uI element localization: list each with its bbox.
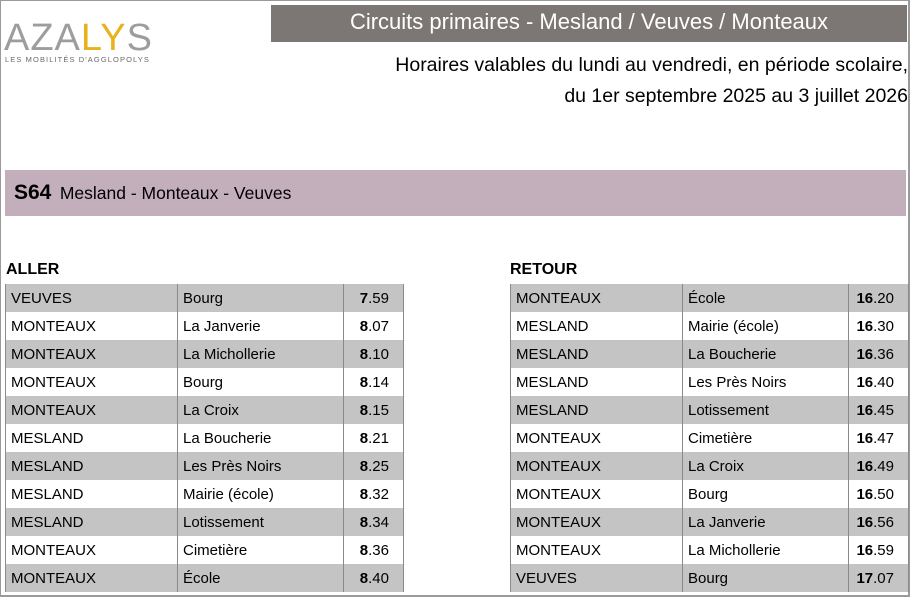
- table-row: [6, 480, 404, 508]
- time-cell: [344, 564, 404, 592]
- time-cell: [849, 424, 909, 452]
- page-title: Circuits primaires - Mesland / Veuves / Monteaux: [271, 5, 907, 42]
- time-hour: 8: [359, 485, 369, 503]
- table-row: [511, 536, 909, 564]
- commune-cell: MONTEAUX: [6, 564, 178, 592]
- time-minutes: .50: [873, 485, 894, 503]
- table-row: [511, 424, 909, 452]
- time-cell: [344, 452, 404, 480]
- time-minutes: .30: [873, 317, 894, 335]
- commune-cell: MONTEAUX: [511, 536, 683, 564]
- time-minutes: .36: [368, 541, 389, 559]
- retour-timetable: [510, 284, 909, 592]
- time-cell: [849, 508, 909, 536]
- stop-cell: La Boucherie: [683, 340, 849, 368]
- validity-line-1: Horaires valables du lundi au vendredi, en période scolaire,: [395, 54, 908, 76]
- validity-text: [395, 50, 908, 112]
- time-minutes: .10: [368, 345, 389, 363]
- commune-cell: MESLAND: [511, 312, 683, 340]
- time-minutes: .59: [368, 289, 389, 307]
- time-hour: 16: [856, 485, 874, 503]
- table-row: [6, 508, 404, 536]
- commune-cell: MONTEAUX: [511, 424, 683, 452]
- time-hour: 8: [359, 513, 369, 531]
- table-row: [6, 368, 404, 396]
- time-hour: 8: [359, 541, 369, 559]
- table-row: [511, 312, 909, 340]
- table-row: [6, 564, 404, 592]
- commune-cell: MONTEAUX: [6, 536, 178, 564]
- route-name: Mesland - Monteaux - Veuves: [59, 183, 292, 203]
- table-row: [511, 564, 909, 592]
- table-row: [6, 424, 404, 452]
- stop-cell: Mairie (école): [178, 480, 344, 508]
- table-row: [6, 536, 404, 564]
- time-minutes: .34: [368, 513, 389, 531]
- commune-cell: MESLAND: [6, 424, 178, 452]
- time-minutes: .07: [873, 569, 894, 587]
- stop-cell: École: [178, 564, 344, 592]
- stop-cell: Bourg: [178, 368, 344, 396]
- time-hour: 16: [856, 513, 874, 531]
- stop-cell: École: [683, 284, 849, 312]
- time-cell: [849, 312, 909, 340]
- stop-cell: Cimetière: [178, 536, 344, 564]
- time-cell: [344, 396, 404, 424]
- time-hour: 7: [359, 289, 369, 307]
- time-hour: 16: [856, 373, 874, 391]
- aller-timetable: [5, 284, 404, 592]
- stop-cell: La Michollerie: [178, 340, 344, 368]
- time-cell: [344, 368, 404, 396]
- table-row: [6, 284, 404, 312]
- time-minutes: .40: [873, 373, 894, 391]
- time-minutes: .56: [873, 513, 894, 531]
- time-hour: 8: [359, 373, 369, 391]
- stop-cell: Les Près Noirs: [178, 452, 344, 480]
- time-minutes: .40: [368, 569, 389, 587]
- commune-cell: MONTEAUX: [6, 312, 178, 340]
- logo-tagline: LES MOBILITÉS D'AGGLOPOLYS: [5, 55, 150, 64]
- commune-cell: MONTEAUX: [6, 368, 178, 396]
- stop-cell: Lotissement: [178, 508, 344, 536]
- table-row: [511, 396, 909, 424]
- time-hour: 16: [856, 317, 874, 335]
- time-cell: [344, 340, 404, 368]
- stop-cell: Mairie (école): [683, 312, 849, 340]
- aller-heading: ALLER: [6, 261, 60, 278]
- commune-cell: MONTEAUX: [6, 340, 178, 368]
- time-cell: [849, 284, 909, 312]
- time-hour: 8: [359, 569, 369, 587]
- table-row: [511, 508, 909, 536]
- stop-cell: La Janverie: [683, 508, 849, 536]
- table-row: [511, 284, 909, 312]
- time-hour: 16: [856, 429, 874, 447]
- stop-cell: La Janverie: [178, 312, 344, 340]
- time-cell: [849, 452, 909, 480]
- commune-cell: MONTEAUX: [511, 284, 683, 312]
- table-row: [511, 368, 909, 396]
- time-hour: 8: [359, 345, 369, 363]
- time-minutes: .59: [873, 541, 894, 559]
- time-cell: [849, 536, 909, 564]
- stop-cell: Lotissement: [683, 396, 849, 424]
- commune-cell: MESLAND: [511, 396, 683, 424]
- time-hour: 16: [856, 289, 874, 307]
- commune-cell: MONTEAUX: [511, 508, 683, 536]
- commune-cell: MESLAND: [6, 480, 178, 508]
- stop-cell: Les Près Noirs: [683, 368, 849, 396]
- time-cell: [344, 312, 404, 340]
- time-minutes: .45: [873, 401, 894, 419]
- time-hour: 16: [856, 345, 874, 363]
- time-minutes: .20: [873, 289, 894, 307]
- route-code: S64: [14, 181, 52, 204]
- stop-cell: Cimetière: [683, 424, 849, 452]
- time-hour: 8: [359, 429, 369, 447]
- commune-cell: MESLAND: [511, 368, 683, 396]
- stop-cell: Bourg: [683, 480, 849, 508]
- time-minutes: .14: [368, 373, 389, 391]
- table-row: [6, 452, 404, 480]
- commune-cell: MONTEAUX: [511, 452, 683, 480]
- table-row: [6, 312, 404, 340]
- stop-cell: La Boucherie: [178, 424, 344, 452]
- table-row: [6, 340, 404, 368]
- time-cell: [849, 340, 909, 368]
- table-row: [511, 340, 909, 368]
- time-minutes: .36: [873, 345, 894, 363]
- time-hour: 16: [856, 541, 874, 559]
- commune-cell: MESLAND: [6, 452, 178, 480]
- time-cell: [344, 284, 404, 312]
- stop-cell: Bourg: [178, 284, 344, 312]
- time-hour: 8: [359, 317, 369, 335]
- validity-line-2: du 1er septembre 2025 au 3 juillet 2026: [564, 85, 908, 107]
- table-row: [511, 480, 909, 508]
- time-hour: 16: [856, 401, 874, 419]
- commune-cell: MONTEAUX: [6, 396, 178, 424]
- time-cell: [344, 480, 404, 508]
- route-banner: [5, 170, 906, 216]
- commune-cell: MESLAND: [511, 340, 683, 368]
- retour-heading: RETOUR: [510, 261, 578, 278]
- stop-cell: Bourg: [683, 564, 849, 592]
- commune-cell: VEUVES: [6, 284, 178, 312]
- time-minutes: .47: [873, 429, 894, 447]
- commune-cell: MONTEAUX: [511, 480, 683, 508]
- time-cell: [849, 564, 909, 592]
- commune-cell: VEUVES: [511, 564, 683, 592]
- logo-wordmark: AZALYS: [4, 17, 153, 59]
- commune-cell: MESLAND: [6, 508, 178, 536]
- time-cell: [344, 536, 404, 564]
- time-minutes: .21: [368, 429, 389, 447]
- table-row: [6, 396, 404, 424]
- time-cell: [849, 396, 909, 424]
- time-minutes: .49: [873, 457, 894, 475]
- table-row: [511, 452, 909, 480]
- stop-cell: La Michollerie: [683, 536, 849, 564]
- time-cell: [849, 480, 909, 508]
- time-minutes: .25: [368, 457, 389, 475]
- azalys-logo: [4, 18, 194, 68]
- time-cell: [849, 368, 909, 396]
- time-hour: 8: [359, 457, 369, 475]
- time-cell: [344, 508, 404, 536]
- time-minutes: .15: [368, 401, 389, 419]
- time-hour: 8: [359, 401, 369, 419]
- time-hour: 16: [856, 457, 874, 475]
- time-minutes: .32: [368, 485, 389, 503]
- stop-cell: La Croix: [683, 452, 849, 480]
- stop-cell: La Croix: [178, 396, 344, 424]
- time-hour: 17: [856, 569, 874, 587]
- time-cell: [344, 424, 404, 452]
- time-minutes: .07: [368, 317, 389, 335]
